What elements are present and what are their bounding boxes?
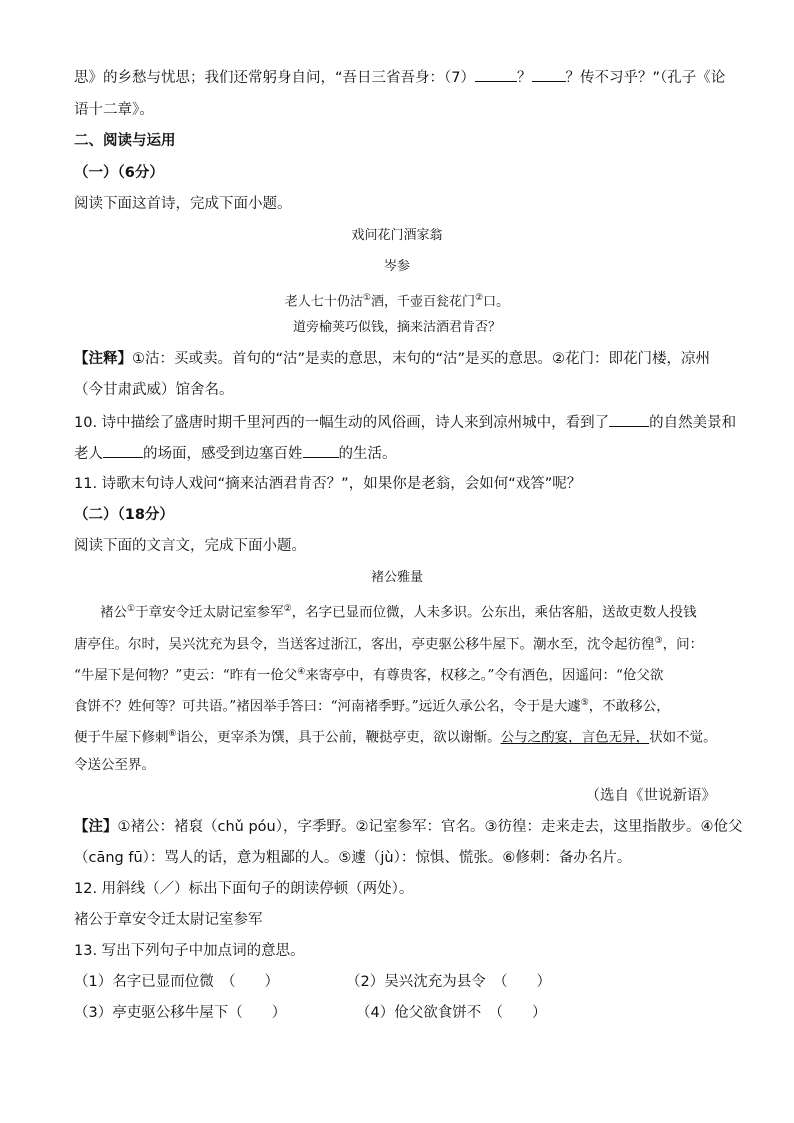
text-fragment: 状如不觉。 (649, 729, 717, 746)
text-fragment: ①褚公：褚裒（chǔ póu），字季野。②记室参军：官名。③彷徨：走来走去，这里指散步。④伧父 (117, 819, 743, 835)
text-fragment: 便于牛屋下修刺 (74, 729, 169, 746)
question-10-cont (74, 443, 397, 464)
text-line (74, 67, 725, 88)
text-fragment: 的场面，感受到边塞百姓 (143, 446, 303, 462)
note-marker: ① (362, 293, 371, 303)
passage-line (74, 662, 663, 686)
text-fragment: 的生活。 (338, 446, 397, 462)
text-fragment: ，不敢移公， (588, 698, 670, 715)
text-fragment: 来寄亭中，有尊贵客，权移之。”令有酒色，因遥问：“伧父欲 (305, 667, 664, 684)
answer-blank (609, 412, 649, 427)
note-line: （今甘肃武威）馆舍名。 (74, 382, 234, 398)
question-13: 13. 写出下列句子中加点词的意思。 (74, 943, 305, 959)
question-12: 12. 用斜线（／）标出下面句子的朗读停顿（两处）。 (74, 881, 414, 897)
part-heading: （一）（6分） (74, 165, 164, 181)
underlined-sentence: 公与之酌宴，言色无异， (500, 729, 650, 746)
note-line (74, 817, 742, 837)
note-marker: ② (283, 604, 292, 614)
note-marker: ⑤ (580, 698, 589, 708)
text-fragment: 诣公，更宰杀为馔，具于公前，鞭挞亭吏，欲以谢惭。 (176, 729, 501, 746)
note-marker: ② (475, 293, 484, 303)
text-fragment: ，名字已显而位微，人未多识。公东出，乘估客船，送故吏数人投钱 (291, 604, 697, 621)
passage-title: 褚公雅量 (370, 570, 423, 585)
note-line: （cāng fū）：骂人的话，意为粗鄙的人。⑤遽（jù）：惊惧、慌张。⑥修刺：备办名片。 (74, 850, 632, 866)
note-marker: ④ (297, 667, 306, 677)
text-fragment: 的自然美景和 (649, 415, 737, 431)
poem-line (0, 288, 794, 312)
part-heading: （二）（18分） (74, 507, 174, 523)
text-fragment: 10. 诗中描绘了盛唐时期千里河西的一幅生动的风俗画，诗人来到凉州城中，看到了 (74, 415, 610, 431)
source-citation: （选自《世说新语》 (585, 788, 716, 804)
poem-line: 道旁榆荚巧似钱，摘来沽酒君肯否？ (292, 320, 501, 335)
question-13-item-2: （2）吴兴沈充为县令 （ ） (346, 974, 551, 990)
answer-blank (103, 443, 143, 458)
text-fragment: ？传不习乎？”（孔子《论 (565, 70, 726, 86)
text-fragment: 唐亭住。尔时，吴兴沈充为县令，当送客过浙江，客出，亭吏驱公移牛屋下。潮水至，沈令起彷徨 (74, 636, 655, 653)
note-marker: ⑥ (168, 729, 177, 739)
instruction: 阅读下面的文言文，完成下面小题。 (74, 538, 306, 554)
text-fragment: 褚公 (100, 604, 127, 621)
instruction: 阅读下面这首诗，完成下面小题。 (74, 196, 292, 212)
text-fragment: 老人七十仍沽 (284, 294, 363, 310)
answer-blank (532, 67, 566, 82)
text-fragment: ？ (517, 70, 532, 86)
text-fragment: 口。 (483, 294, 510, 310)
text-fragment: ，问： (662, 636, 704, 653)
text-fragment: 于章安令迁太尉记室参军 (135, 604, 284, 621)
note-marker: ③ (654, 636, 663, 646)
passage-line: 令送公至界。 (74, 757, 155, 773)
passage-line (74, 693, 670, 717)
question-13-item-4: （4）伧父欲食饼不 （ ） (356, 1005, 547, 1021)
note-label: 【注释】 (74, 351, 132, 367)
note-line (74, 349, 710, 369)
passage-line (100, 599, 697, 623)
section-heading: 二、阅读与运用 (74, 133, 176, 149)
note-label: 【注】 (74, 819, 118, 835)
text-fragment: “牛屋下是何物？”吏云：“昨有一伧父 (74, 667, 298, 684)
answer-blank (303, 443, 339, 458)
passage-line (74, 724, 717, 748)
answer-blank (475, 67, 517, 82)
text-fragment: ①沽：买或卖。首句的“沽”是卖的意思，末句的“沽”是买的意思。②花门：即花门楼，凉州 (132, 351, 711, 367)
passage-line (74, 631, 703, 655)
question-13-item-1: （1）名字已显而位微 （ ） (74, 974, 279, 990)
question-12-sentence: 褚公于章安令迁太尉记室参军 (74, 912, 263, 928)
question-11: 11. 诗歌末句诗人戏问“摘来沽酒君肯否？”，如果你是老翁，会如何“戏答”呢？ (74, 476, 582, 492)
note-marker: ① (127, 604, 136, 614)
question-10 (74, 412, 736, 433)
text-fragment: 食饼不？姓何等？可共语。”褚因举手答曰：“河南褚季野。”远近久承公名，令于是大遽 (74, 698, 581, 715)
text-line: 语十二章》。 (74, 102, 154, 118)
text-fragment: 酒，千壶百瓮花门 (370, 294, 475, 310)
poem-author: 岑参 (383, 259, 410, 274)
poem-title: 戏问花门酒家翁 (351, 228, 443, 243)
text-fragment: 老人 (74, 446, 103, 462)
text-fragment: 思》的乡愁与忧思；我们还常躬身自问，“吾日三省吾身：（7） (74, 70, 475, 86)
question-13-item-3: （3）亭吏驱公移牛屋下（ ） (74, 1005, 287, 1021)
